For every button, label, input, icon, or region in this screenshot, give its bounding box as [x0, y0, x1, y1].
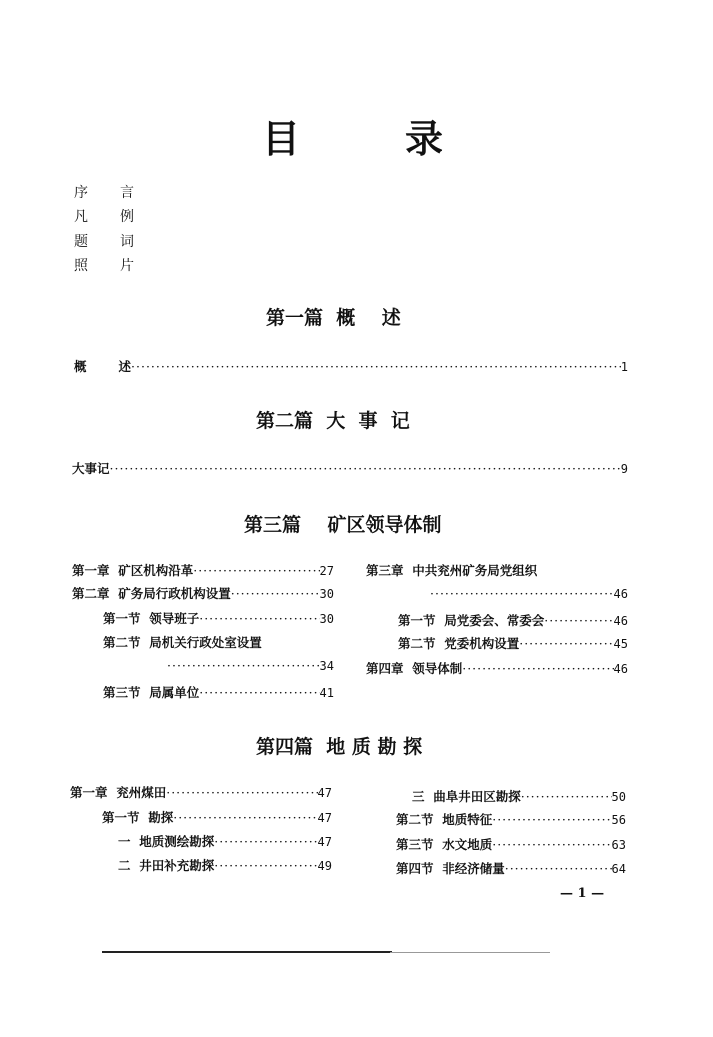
toc-entry[interactable]: 第一节 局党委会、常委会 ····· 46: [398, 611, 628, 629]
toc-entry[interactable]: 第三节 水文地质 ····· 63: [396, 835, 626, 853]
toc-entry[interactable]: 第二节 地质特征 ····· 56: [396, 810, 626, 828]
toc-entry[interactable]: 第一节 勘探 ····· 47: [102, 808, 332, 826]
toc-entry[interactable]: 概 述 ····· 1: [74, 357, 628, 375]
toc-entry[interactable]: 一 地质测绘勘探 ····· 47: [118, 832, 332, 850]
page-title: [0, 108, 713, 161]
toc-entry[interactable]: 大事记 ····· 9: [72, 459, 628, 477]
title-char-2: 录: [405, 117, 444, 161]
toc-entry[interactable]: 第二章 矿务局行政机构设置 ····· 30: [72, 584, 334, 602]
toc-entry[interactable]: 第四节 非经济储量 ····· 64: [396, 859, 626, 877]
preface-item[interactable]: 序 言: [74, 185, 134, 201]
toc-entry[interactable]: 第四章 领导体制 ····· 46: [366, 659, 628, 677]
toc-entry[interactable]: 第二节 党委机构设置 ····· 45: [398, 634, 628, 652]
bottom-rule-faint: [390, 952, 550, 953]
part-2-heading: 第二篇 大 事 记: [256, 410, 410, 432]
toc-entry[interactable]: 三 曲阜井田区勘探 ····· 50: [412, 787, 626, 805]
toc-entry[interactable]: 二 井田补充勘探 ····· 49: [118, 856, 332, 874]
part-4-heading: 第四篇 地 质 勘 探: [256, 736, 423, 758]
toc-entry[interactable]: 第二节 局机关行政处室设置: [103, 635, 262, 650]
page-number: — 1 —: [560, 886, 605, 901]
preface-item[interactable]: 凡 例: [74, 209, 134, 225]
preface-item[interactable]: 题 词: [74, 234, 134, 250]
bottom-rule: [102, 951, 392, 953]
toc-entry[interactable]: 第三章 中共兖州矿务局党组织: [366, 563, 538, 578]
part-1-heading: 第一篇 概 述: [266, 307, 401, 329]
part-3-heading: 第三篇 矿区领导体制: [244, 514, 442, 536]
toc-entry[interactable]: 第三节 局属单位 ····· 41: [103, 683, 334, 701]
toc-entry[interactable]: 第一章 兖州煤田 ····· 47: [70, 783, 332, 801]
title-char-1: 目: [262, 117, 301, 161]
preface-item[interactable]: 照 片: [74, 258, 134, 274]
toc-entry[interactable]: 第一节 领导班子 ····· 30: [103, 609, 334, 627]
toc-entry-continuation[interactable]: ····· 34: [167, 658, 334, 673]
toc-entry[interactable]: 第一章 矿区机构沿革 ····· 27: [72, 561, 334, 579]
toc-entry-continuation[interactable]: ····· 46: [430, 586, 628, 601]
